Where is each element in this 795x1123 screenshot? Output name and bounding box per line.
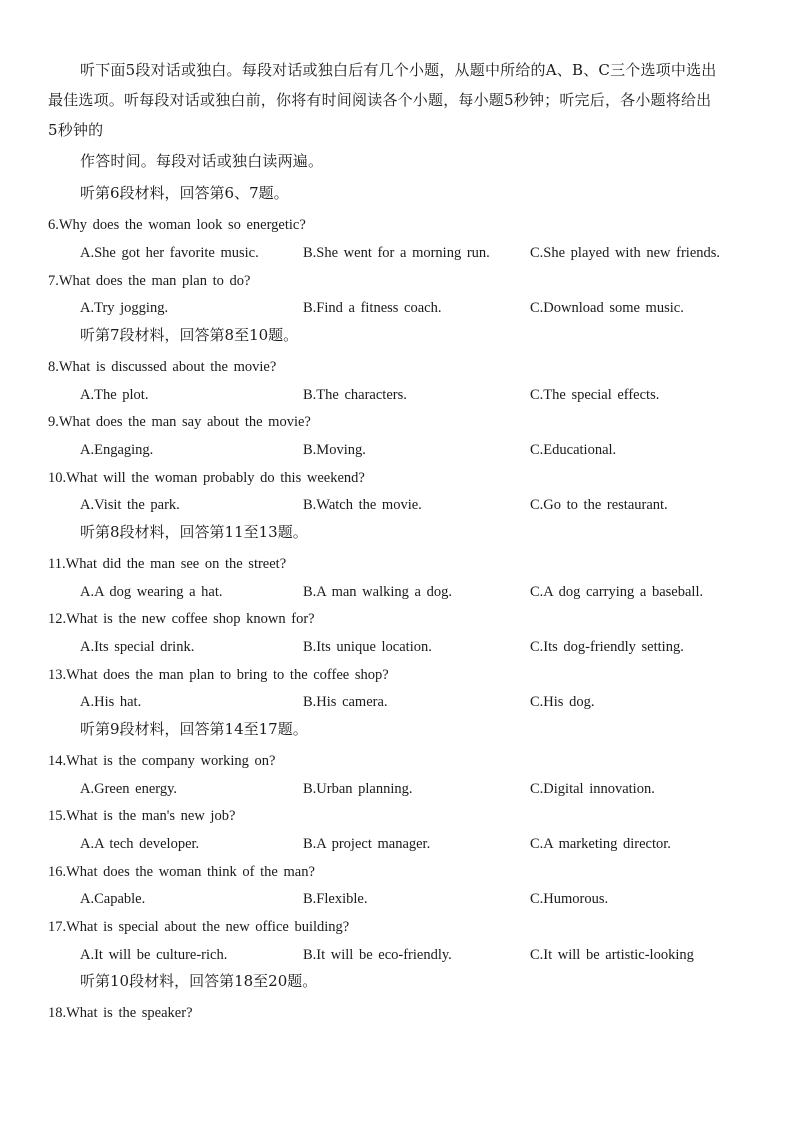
option-14b: B.Urban planning. (303, 781, 413, 797)
option-7c: C.Download some music. (530, 300, 684, 316)
option-12b: B.Its unique location. (303, 639, 432, 655)
option-13a: A.His hat. (80, 694, 142, 710)
option-6c: C.She played with new friends. (530, 245, 721, 261)
question-12: 12.What is the new coffee shop known for? (48, 611, 315, 627)
question-16: 16.What does the woman think of the man? (48, 864, 315, 880)
option-10c: C.Go to the restaurant. (530, 497, 668, 513)
question-6: 6.Why does the woman look so energetic? (48, 217, 306, 233)
option-14a: A.Green energy. (80, 781, 178, 797)
option-15c: C.A marketing director. (530, 836, 671, 852)
section-heading: 听第6段材料，回答第6、7题。 (80, 184, 289, 202)
option-9c: C.Educational. (530, 442, 617, 458)
question-18: 18.What is the speaker? (48, 1005, 193, 1021)
option-12a: A.Its special drink. (80, 639, 195, 655)
question-13: 13.What does the man plan to bring to the coffee shop? (48, 667, 389, 683)
question-17: 17.What is special about the new office building? (48, 919, 350, 935)
option-16a: A.Capable. (80, 891, 146, 907)
question-9: 9.What does the man say about the movie? (48, 414, 311, 430)
option-10a: A.Visit the park. (80, 497, 180, 513)
section-heading: 听第9段材料，回答第14至17题。 (80, 720, 308, 738)
question-15: 15.What is the man's new job? (48, 808, 236, 824)
option-16b: B.Flexible. (303, 891, 368, 907)
option-11b: B.A man walking a dog. (303, 584, 452, 600)
option-16c: C.Humorous. (530, 891, 609, 907)
option-13b: B.His camera. (303, 694, 388, 710)
section-heading: 听第10段材料，回答第18至20题。 (80, 972, 318, 990)
question-8: 8.What is discussed about the movie? (48, 359, 277, 375)
option-14c: C.Digital innovation. (530, 781, 655, 797)
intro-line-3: 5秒钟的 (48, 121, 104, 139)
option-13c: C.His dog. (530, 694, 595, 710)
option-9b: B.Moving. (303, 442, 366, 458)
option-7a: A.Try jogging. (80, 300, 169, 316)
option-15a: A.A tech developer. (80, 836, 200, 852)
option-6b: B.She went for a morning run. (303, 245, 490, 261)
section-heading: 听第8段材料，回答第11至13题。 (80, 523, 308, 541)
section-heading: 听第7段材料，回答第8至10题。 (80, 326, 299, 344)
option-17c: C.It will be artistic-looking (530, 947, 694, 963)
option-17a: A.It will be culture-rich. (80, 947, 228, 963)
intro-line-4: 作答时间。每段对话或独白读两遍。 (80, 152, 324, 170)
intro-line-2: 最佳选项。听每段对话或独白前，你将有时间阅读各个小题，每小题5秒钟；听完后，各小题将给出 (48, 91, 712, 109)
option-8a: A.The plot. (80, 387, 149, 403)
question-14: 14.What is the company working on? (48, 753, 276, 769)
option-8b: B.The characters. (303, 387, 407, 403)
option-12c: C.Its dog-friendly setting. (530, 639, 684, 655)
option-11c: C.A dog carrying a baseball. (530, 584, 704, 600)
option-15b: B.A project manager. (303, 836, 431, 852)
question-10: 10.What will the woman probably do this weekend? (48, 470, 365, 486)
option-7b: B.Find a fitness coach. (303, 300, 442, 316)
intro-line-1: 听下面5段对话或独白。每段对话或独白后有几个小题，从题中所给的A、B、C三个选项中选出 (80, 61, 717, 79)
question-11: 11.What did the man see on the street? (48, 556, 287, 572)
option-10b: B.Watch the movie. (303, 497, 422, 513)
option-9a: A.Engaging. (80, 442, 154, 458)
option-6a: A.She got her favorite music. (80, 245, 259, 261)
option-11a: A.A dog wearing a hat. (80, 584, 223, 600)
question-7: 7.What does the man plan to do? (48, 273, 251, 289)
option-8c: C.The special effects. (530, 387, 660, 403)
option-17b: B.It will be eco-friendly. (303, 947, 452, 963)
